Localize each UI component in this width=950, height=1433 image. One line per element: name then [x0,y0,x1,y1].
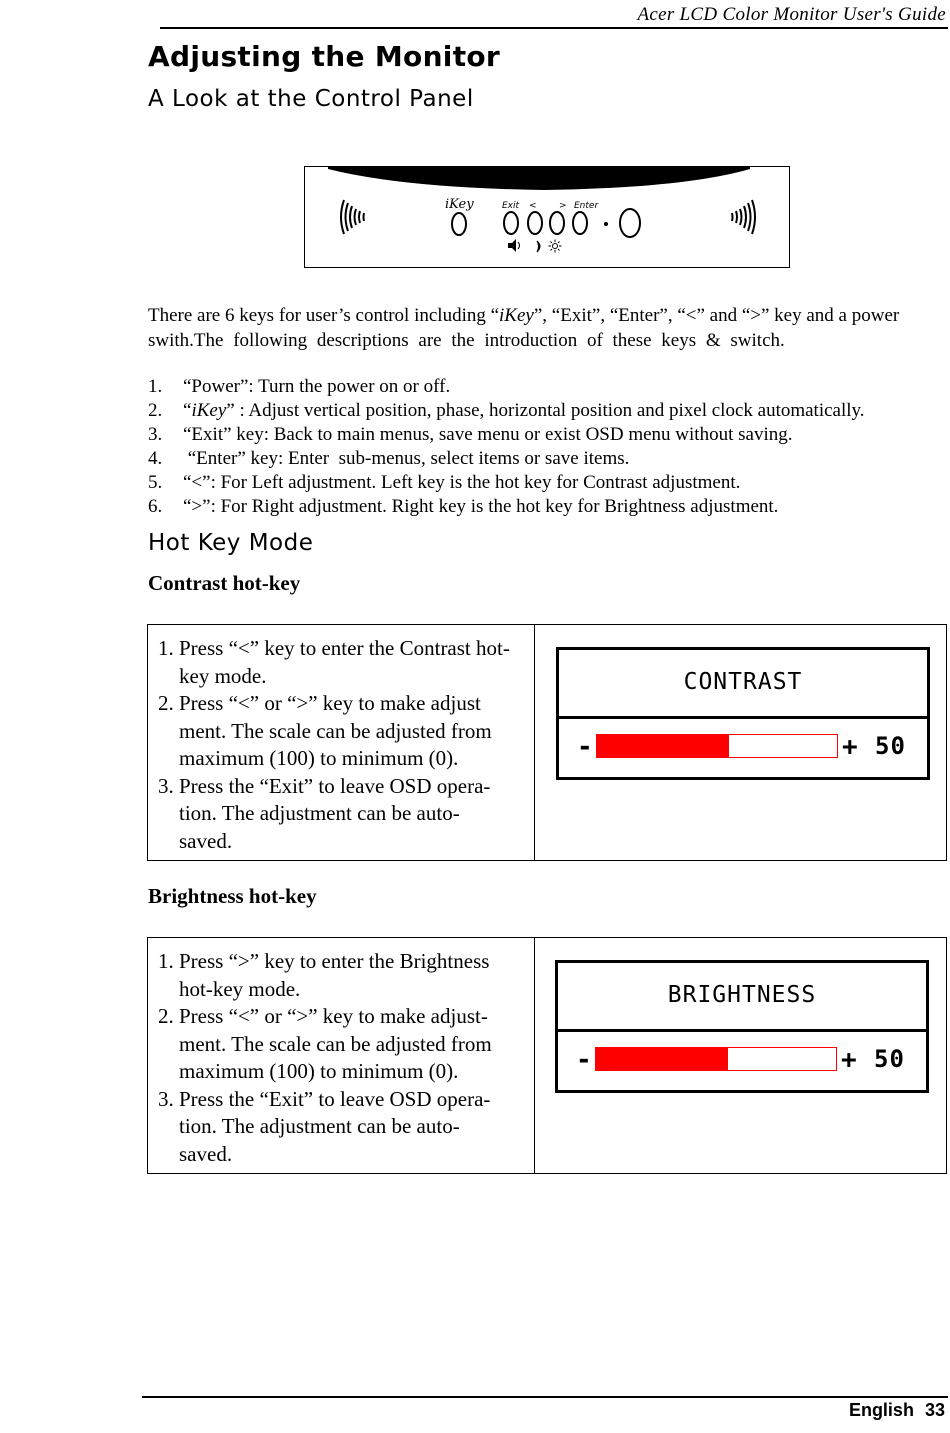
contrast-subheading: Contrast hot-key [148,571,301,595]
brightness-subheading: Brightness hot-key [148,884,317,908]
brightness-osd [555,960,929,1093]
osd-value: 50 [875,732,906,760]
step-number: 3. [158,773,174,798]
control-panel-illustration [304,166,790,268]
power-button[interactable] [620,209,640,237]
page-number: 33 [924,1400,945,1420]
list-item [148,447,865,471]
step-line: tion. The adjustment can be auto- [179,1114,460,1138]
contrast-level-fill [597,735,729,757]
step-line: Press “>” key to enter the Brightness [179,949,490,973]
list-number: 3. [148,424,163,445]
list-item [148,399,865,423]
list-text: “Enter” key: Enter sub-menus, select items or save items. [183,448,630,469]
list-text: “Power”: Turn the power on or off. [183,376,451,397]
step-item [158,635,510,690]
list-item [148,495,865,519]
step-number: 3. [158,1086,174,1111]
brightness-level-fill [596,1048,728,1070]
footer-language: English [848,1400,914,1420]
left-key-label: < [529,201,537,211]
exit-label: Exit [502,201,520,211]
intro-paragraph [148,303,948,353]
contrast-steps [158,635,510,855]
intro-ikey: iKey [499,305,534,326]
right-key-label: > [559,201,567,211]
step-item [158,1086,492,1169]
osd-minus-sign: - [577,732,593,762]
list-item [148,375,865,399]
step-line: saved. [179,1141,233,1166]
osd-plus-sign: + [842,732,858,762]
list-item [148,471,865,495]
contrast-level-bar [596,734,838,758]
page-title: Adjusting the Monitor [148,40,501,73]
exit-button[interactable] [504,212,518,234]
osd-minus-sign: - [576,1045,592,1075]
list-text: “ [183,400,192,421]
list-text: ” : Adjust vertical position, phase, horizontal position and pixel clock automatically. [226,400,865,421]
footer-rule [142,1396,948,1398]
step-line: maximum (100) to minimum (0). [179,1059,459,1083]
osd-plus-sign: + [841,1045,857,1075]
step-line: key mode. [179,663,267,688]
table-divider [534,625,535,860]
page-footer [849,1400,945,1421]
step-number: 1. [158,636,174,660]
step-line: ment. The scale can be adjusted from [179,718,492,743]
power-led-icon [604,222,608,226]
step-line: hot-key mode. [179,976,301,1001]
left-button[interactable] [528,212,542,234]
step-item [158,773,510,856]
step-line: Press “<” or “>” key to make adjust- [179,1004,488,1028]
ikey-button[interactable] [452,213,466,235]
intro-text: ”, “Exit”, “Enter”, “<” and “>” key and a power [533,305,900,326]
step-line: Press the “Exit” to leave OSD opera- [179,1086,491,1111]
list-number: 6. [148,496,163,517]
step-number: 1. [158,949,174,973]
contrast-table [147,624,947,861]
step-item [158,948,492,1003]
list-text: “>”: For Right adjustment. Right key is the hot key for Brightness adjustment. [183,496,779,517]
intro-line-1 [148,303,948,328]
osd-value: 50 [874,1045,905,1073]
step-line: saved. [179,828,233,853]
step-number: 2. [158,1004,174,1028]
osd-label: CONTRAST [559,650,927,719]
enter-label: Enter [574,201,599,211]
list-number: 5. [148,472,163,493]
step-number: 2. [158,691,174,715]
intro-line-2: swith.The following descriptions are the introduction of these keys & switch. [148,330,785,351]
header-rule [160,27,948,29]
step-item [158,1003,492,1086]
list-item [148,423,865,447]
intro-text: There are 6 keys for user’s control including “ [148,305,500,326]
contrast-osd [556,647,930,780]
list-number: 2. [148,400,163,421]
right-button[interactable] [550,212,564,234]
enter-button[interactable] [573,212,587,234]
step-line: Press “<” key to enter the Contrast hot- [179,636,510,660]
list-ikey: iKey [191,400,227,421]
list-number: 4. [148,448,163,469]
brightness-table [147,937,947,1174]
brightness-level-bar [595,1047,837,1071]
ikey-label: iKey [445,197,474,212]
step-line: ment. The scale can be adjusted from [179,1031,492,1056]
step-line: Press “<” or “>” key to make adjust [179,691,481,715]
list-text: “Exit” key: Back to main menus, save menu or exist OSD menu without saving. [183,424,793,445]
step-line: maximum (100) to minimum (0). [179,746,459,770]
list-number: 1. [148,376,163,397]
table-divider [534,938,535,1173]
key-list [148,375,865,519]
step-item [158,690,510,773]
list-text: “<”: For Left adjustment. Left key is the hot key for Contrast adjustment. [183,472,741,493]
step-line: tion. The adjustment can be auto- [179,801,460,825]
running-header: Acer LCD Color Monitor User's Guide [637,4,946,25]
step-line: Press the “Exit” to leave OSD opera- [179,773,491,798]
section-heading-control-panel: A Look at the Control Panel [148,86,474,112]
osd-label: BRIGHTNESS [558,963,926,1032]
brightness-steps [158,948,492,1168]
section-heading-hot-key-mode: Hot Key Mode [148,530,314,556]
